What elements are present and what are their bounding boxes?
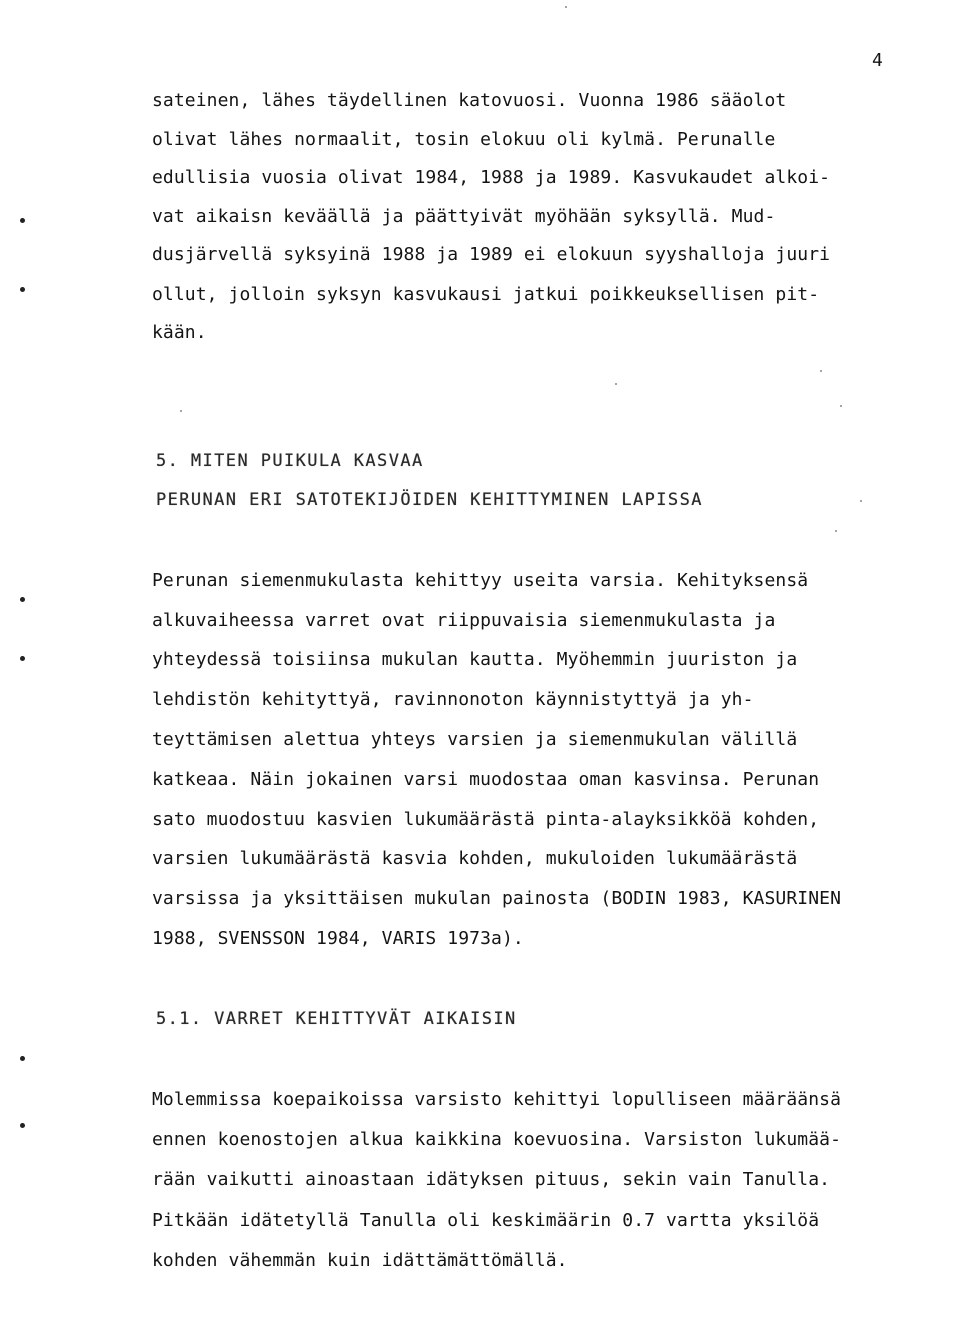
scan-speck <box>180 410 182 412</box>
text-line: teyttämisen alettua yhteys varsien ja siemenmukulan välillä <box>152 729 798 750</box>
section-heading-line: 5. MITEN PUIKULA KASVAA <box>156 451 424 471</box>
text-line: 1988, SVENSSON 1984, VARIS 1973a). <box>152 928 524 949</box>
scan-speck <box>565 6 567 8</box>
scan-dot <box>20 1123 25 1128</box>
text-line: Perunan siemenmukulasta kehittyy useita varsia. Kehityksensä <box>152 570 809 591</box>
text-line: sato muodostuu kasvien lukumäärästä pinta-alayksikköä kohden, <box>152 809 820 830</box>
scan-dot <box>20 597 25 602</box>
text-line: varsissa ja yksittäisen mukulan painosta (BODIN 1983, KASURINEN <box>152 888 842 909</box>
page-number: 4 <box>872 50 883 71</box>
text-line: ennen koenostojen alkua kaikkina koevuosina. Varsiston lukumää- <box>152 1129 842 1150</box>
scan-dot <box>20 1056 25 1061</box>
scan-dot <box>20 287 25 292</box>
scan-dot <box>20 656 25 661</box>
text-line: dusjärvellä syksyinä 1988 ja 1989 ei elokuun syyshalloja juuri <box>152 244 831 265</box>
text-line: katkeaa. Näin jokainen varsi muodostaa oman kasvinsa. Perunan <box>152 769 820 790</box>
text-line: lehdistön kehityttyä, ravinnonoton käynnistyttyä ja yh- <box>152 689 754 710</box>
scan-speck <box>860 500 862 502</box>
text-line: yhteydessä toisiinsa mukulan kautta. Myöhemmin juuriston ja <box>152 649 798 670</box>
text-line: Molemmissa koepaikoissa varsisto kehittyi lopulliseen määräänsä <box>152 1089 842 1110</box>
text-line: edullisia vuosia olivat 1984, 1988 ja 1989. Kasvukaudet alkoi- <box>152 167 831 188</box>
text-line: varsien lukumäärästä kasvia kohden, mukuloiden lukumäärästä <box>152 848 798 869</box>
text-line: rään vaikutti ainoastaan idätyksen pituus, sekin vain Tanulla. <box>152 1169 831 1190</box>
text-line: ollut, jolloin syksyn kasvukausi jatkui poikkeuksellisen pit- <box>152 284 820 305</box>
section-heading-line: PERUNAN ERI SATOTEKIJÖIDEN KEHITTYMINEN LAPISSA <box>156 490 703 510</box>
scan-dot <box>20 218 25 223</box>
scan-speck <box>835 530 837 532</box>
text-line: Pitkään idätetyllä Tanulla oli keskimäärin 0.7 vartta yksilöä <box>152 1210 820 1231</box>
text-line: alkuvaiheessa varret ovat riippuvaisia siemenmukulasta ja <box>152 610 776 631</box>
text-line: kään. <box>152 322 207 343</box>
scan-speck <box>615 383 617 385</box>
section-5-1-heading: 5.1. VARRET KEHITTYVÄT AIKAISIN <box>156 1009 517 1029</box>
text-line: vat aikaisn keväällä ja päättyivät myöhään syksyllä. Mud- <box>152 206 776 227</box>
text-line: olivat lähes normaalit, tosin elokuu oli kylmä. Perunalle <box>152 129 776 150</box>
scan-speck <box>840 405 842 407</box>
scan-speck <box>820 370 822 372</box>
text-line: sateinen, lähes täydellinen katovuosi. Vuonna 1986 sääolot <box>152 90 787 111</box>
text-line: kohden vähemmän kuin idättämättömällä. <box>152 1250 568 1271</box>
